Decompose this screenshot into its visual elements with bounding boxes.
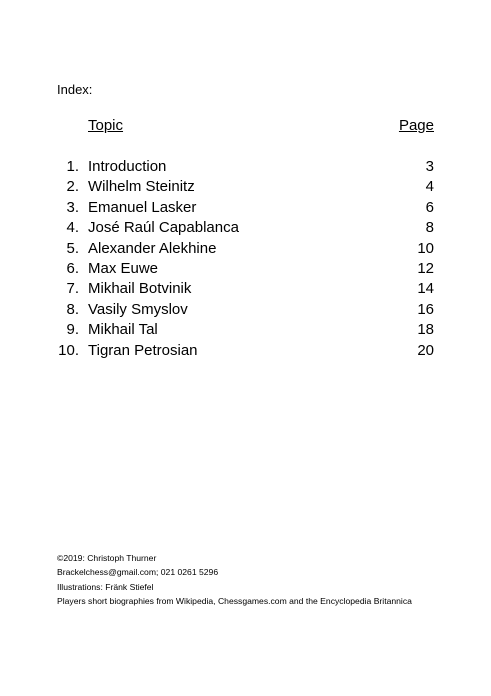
entry-title: Mikhail Botvinik: [88, 280, 192, 298]
entry-number: 8.: [66, 300, 79, 318]
toc-entry: [0, 320, 491, 340]
entry-title: Emanuel Lasker: [88, 198, 197, 216]
entry-title: Max Euwe: [88, 259, 159, 277]
entry-number: 2.: [66, 178, 79, 196]
toc-entry: [0, 198, 491, 218]
entry-title: Mikhail Tal: [88, 321, 158, 339]
entry-page: 3: [425, 158, 434, 175]
toc-entry: [0, 300, 491, 320]
toc-entry: [0, 259, 491, 279]
toc-entry: [0, 239, 491, 259]
entry-number: 3.: [66, 198, 79, 216]
column-header-topic: Topic: [88, 117, 124, 134]
sources-line: Players short biographies from Wikipedia, Chessgames.com and the Encyclopedia Britannica: [57, 595, 412, 606]
entry-number: 4.: [66, 219, 79, 237]
entry-number: 5.: [66, 239, 79, 257]
entry-title: Introduction: [88, 158, 167, 175]
entry-title: Alexander Alekhine: [88, 239, 217, 257]
entry-page: 4: [425, 178, 434, 196]
entry-page: 14: [417, 280, 434, 298]
entry-number: 10.: [58, 341, 79, 359]
entry-number: 7.: [66, 280, 79, 298]
column-header-page: Page: [398, 117, 434, 134]
entry-page: 16: [417, 300, 434, 318]
entry-number: 1.: [66, 158, 79, 175]
entry-page: 6: [425, 198, 434, 216]
footer-credits: [57, 551, 457, 608]
copyright-line: ©2019: Christoph Thurner: [57, 553, 157, 563]
toc-entry: [0, 177, 491, 197]
toc-entry: [0, 218, 491, 238]
entry-page: 18: [417, 321, 434, 339]
toc-entry: [0, 341, 491, 361]
entry-title: Tigran Petrosian: [88, 341, 198, 359]
entry-page: 8: [425, 219, 434, 237]
contact-line: Brackelchess@gmail.com; 021 0261 5296: [57, 567, 219, 578]
entry-number: 9.: [66, 321, 79, 339]
entry-number: 6.: [66, 259, 79, 277]
entry-title: José Raúl Capablanca: [88, 219, 239, 237]
entry-title: Wilhelm Steinitz: [88, 178, 195, 196]
toc-entry: [0, 157, 491, 177]
table-of-contents: [0, 157, 491, 361]
entry-page: 20: [417, 341, 434, 359]
entry-page: 12: [417, 259, 434, 277]
entry-title: Vasily Smyslov: [88, 300, 188, 318]
index-label: Index:: [57, 82, 93, 97]
toc-entry: [0, 279, 491, 299]
illustrations-line: Illustrations: Fränk Stiefel: [57, 581, 154, 592]
entry-page: 10: [417, 239, 434, 257]
